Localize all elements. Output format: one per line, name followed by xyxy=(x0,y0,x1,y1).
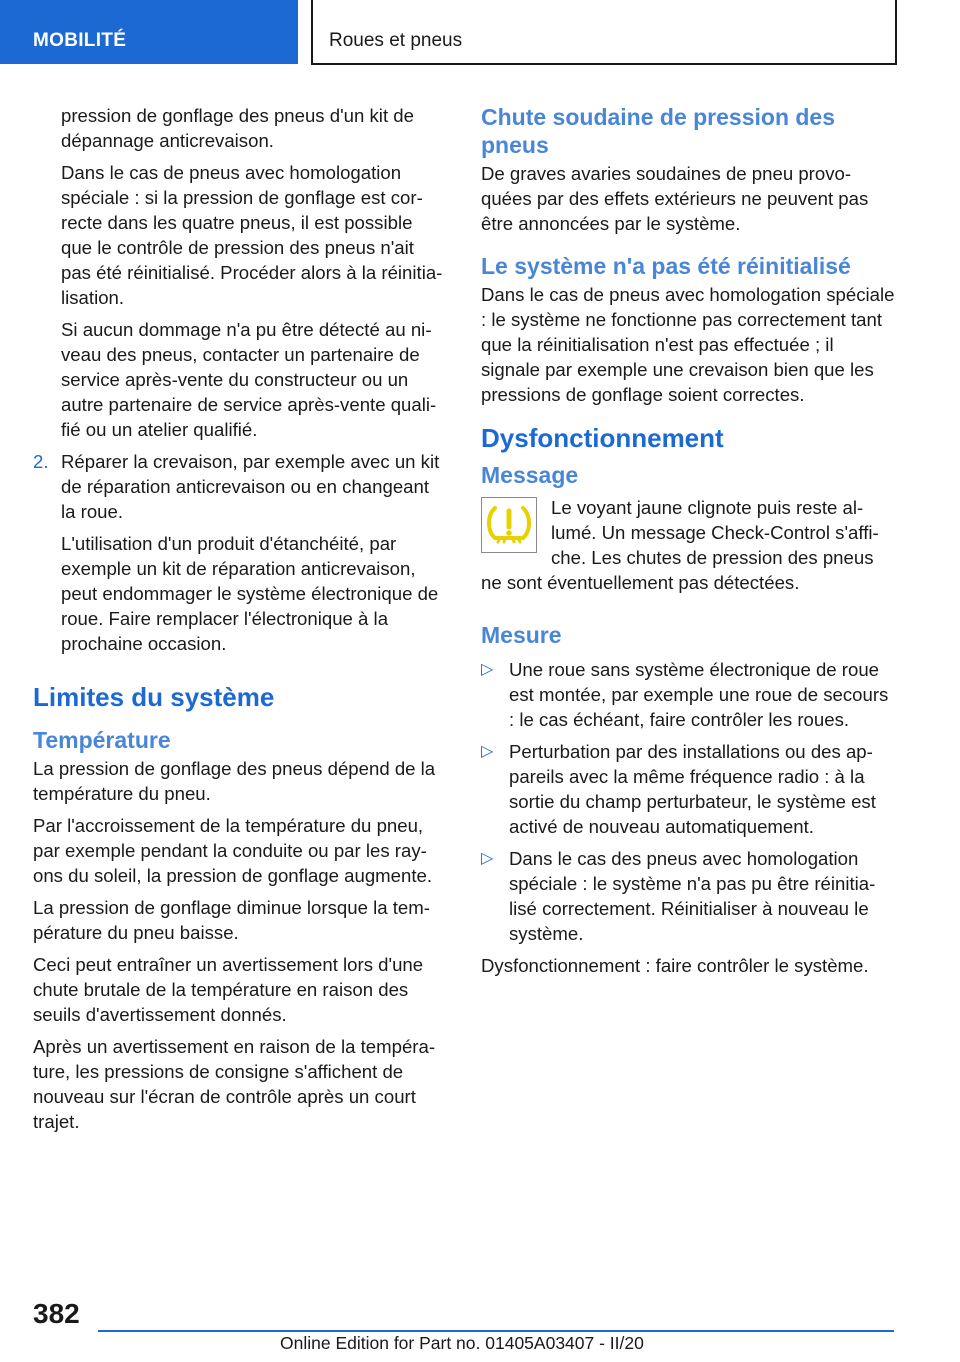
paragraph: Après un avertissement en raison de la température, les pressions de consigne s'affichent de nouveau sur l'écran de contrôle après un court trajet. xyxy=(33,1036,436,1132)
step-number: 2. xyxy=(33,451,49,472)
paragraph: Par l'accroissement de la température du pneu, par exemple pendant la conduite ou par les rayons du soleil, la pression de gonflage augmente. xyxy=(33,815,433,886)
list-item-text: Une roue sans système électronique de roue est montée, par exemple une roue de secours : le cas échéant, faire contrôler les roues. xyxy=(509,659,889,730)
page-header xyxy=(0,0,960,66)
left-column xyxy=(33,103,447,1141)
list-item-text: Dans le cas des pneus avec homologation spéciale : le système n'a pas pu être réinitialisé correctement. Réinitialiser à nouveau le système. xyxy=(509,848,876,944)
triangle-bullet-icon: ▷ xyxy=(481,850,494,867)
heading-malfunction: Dysfonctionnement xyxy=(481,423,724,453)
list-item-text: Perturbation par des installations ou des appareils avec la même fréquence radio : à la sortie du champ perturbateur, le système est activé de nouveau automatiquement. xyxy=(509,741,876,837)
triangle-bullet-icon: ▷ xyxy=(481,661,494,678)
triangle-bullet-icon: ▷ xyxy=(481,743,494,760)
paragraph: Ceci peut entraîner un avertissement lors d'une chute brutale de la température en raison des seuils d'avertissement donnés. xyxy=(33,954,424,1025)
heading-limits: Limites du système xyxy=(33,682,275,712)
heading-measure: Mesure xyxy=(481,622,562,648)
paragraph: L'utilisation d'un produit d'étanchéité, par exemple un kit de réparation anticrevaison, peut endommager le système électronique de roue. Faire remplacer l'électronique à la prochaine occasion. xyxy=(61,533,439,654)
paragraph: La pression de gonflage diminue lorsque la température du pneu baisse. xyxy=(33,897,430,943)
heading-not-reset: Le système n'a pas été réinitialisé xyxy=(481,253,851,279)
paragraph: Dans le cas de pneus avec homologation spéciale : si la pression de gonflage est correcte dans les quatre pneus, il est possible que le contrôle de pression des pneus n'ait pas été réinitialisé. Procéder alors à la réinitialisation. xyxy=(61,162,443,308)
right-column xyxy=(481,103,895,985)
message-block xyxy=(481,495,895,595)
paragraph: De graves avaries soudaines de pneu provoquées par des effets extérieurs ne peuvent pas être annoncées par le système. xyxy=(481,163,869,234)
paragraph: Dysfonctionnement : faire contrôler le système. xyxy=(481,955,869,976)
list-item xyxy=(481,739,895,839)
list-item xyxy=(481,657,895,732)
footer-divider xyxy=(98,1330,894,1332)
heading-message: Message xyxy=(481,462,579,488)
heading-temperature: Température xyxy=(33,727,171,753)
step-text: Réparer la crevaison, par exemple avec un kit de réparation anticrevaison ou en changeant la roue. xyxy=(61,451,440,522)
paragraph: Si aucun dommage n'a pu être détecté au niveau des pneus, contacter un partenaire de service après-vente du constructeur ou un autre partenaire de service après-vente qualifié ou un atelier qualifié. xyxy=(61,319,437,440)
section-tab[interactable] xyxy=(0,0,298,64)
section-label: MOBILITÉ xyxy=(33,30,127,51)
paragraph: pression de gonflage des pneus d'un kit de dépannage anticrevaison. xyxy=(61,105,414,151)
list-item xyxy=(481,846,895,946)
chapter-title: Roues et pneus xyxy=(329,30,463,51)
paragraph: Dans le cas de pneus avec homologation spéciale : le système ne fonctionne pas correctement tant que la réinitialisation n'est pas effectuée ; il signale par exemple une crevaison bien que les pressions de gonflage soient correctes. xyxy=(481,284,895,405)
page-number: 382 xyxy=(33,1298,80,1329)
paragraph: La pression de gonflage des pneus dépend de la température du pneu. xyxy=(33,758,436,804)
tire-pressure-warning-icon xyxy=(481,497,537,553)
chapter-title-box xyxy=(311,0,897,65)
edition-note[interactable]: Online Edition for Part no. 01405A03407 - II/20 xyxy=(280,1333,644,1353)
heading-sudden-drop: Chute soudaine de pression des pneus xyxy=(481,104,836,158)
numbered-step xyxy=(33,449,447,524)
message-text: Le voyant jaune clignote puis reste allumé. Un message Check-Control s'affiche. Les chutes de pression des pneus ne sont éventuellement pas détectées. xyxy=(481,497,879,593)
